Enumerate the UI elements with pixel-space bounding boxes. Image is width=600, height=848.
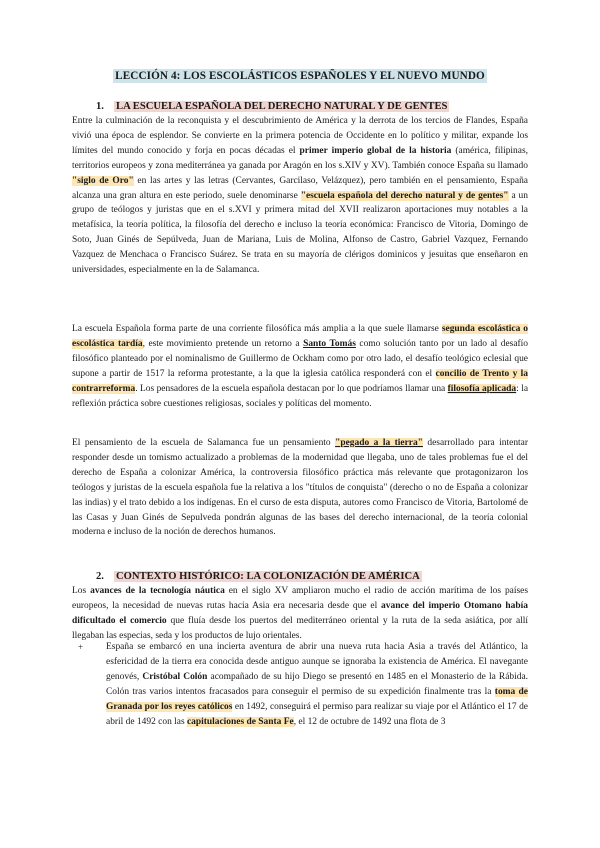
text-run: que fluía desde los puertos del mediterráneo oriental y la ruta de la seda asiática, por allí llegaban las especias, seda y los productos de lujo orientales.	[72, 615, 528, 641]
paragraph-2	[72, 322, 528, 411]
text-run: España se embarcó en una incierta aventura de abrir una nueva ruta hacia Asia a través del Atlántico, la esfericidad de la tierra era conocida desde antiguo aunque se ignoraba la existencia de América. El navegante genovés,	[106, 642, 528, 682]
highlighted-text: segunda escolástica o escolástica tardía	[72, 324, 528, 349]
bold-text: primer imperio global de la historia	[299, 145, 452, 156]
highlighted-text: capitulaciones de Santa Fe	[186, 716, 294, 727]
bold-text: Cristóbal Colón	[142, 671, 208, 682]
lesson-title-text: LECCIÓN 4: LOS ESCOLÁSTICOS ESPAÑOLES Y EL NUEVO MUNDO	[115, 70, 485, 82]
highlighted-underlined-text: filosofía aplicada	[447, 383, 517, 394]
text-run: . Los pensadores de la escuela española destacan por lo que podríamos llamar una	[135, 383, 448, 394]
section-heading-1	[96, 101, 449, 112]
bullet-text	[92, 640, 528, 729]
text-run: (américa, filipinas, territorios europeos y zona mediterránea ya ganada por Aragón en los s.XIV y XV). También conoce España su llamado	[72, 145, 528, 171]
text-run: en 1492, conseguirá el permiso para realizar su viaje por el Atlántico el 17 de abril de 1492 con las	[106, 701, 528, 727]
bold-text: avance del imperio Otomano había dificultado el comercio	[72, 600, 528, 626]
section-label: CONTEXTO HISTÓRICO: LA COLONIZACIÓN DE AMÉRICA	[116, 571, 420, 582]
bold-text: avances de la tecnología náutica	[90, 586, 225, 596]
lesson-title	[0, 70, 600, 82]
highlighted-text: concilio de Trento y la contrarreforma	[72, 368, 528, 394]
bullet-item	[78, 640, 528, 729]
paragraph-4	[72, 584, 528, 644]
text-run: desarrollado para intentar responder desde un tomismo actualizado a problemas de la modernidad que llegaba, uno de tales problemas fue el del derecho de España a colonizar América, la controversia filosófico práctica más relevante que protagonizaron los teólogos y juristas de la escuela española fue la relativa a los "títulos de conquista" (derecho o no de España a colonizar las indias) y el trato debido a los indígenas. En el curso de esta disputa, autores como Francisco de Vitoria, Bartolomé de las Casas y Juan Ginés de Sepulveda pondrán algunas de las bases del derecho internacional, de la teoría colonial moderna e incluso de la noción de derechos humanos.	[72, 438, 528, 538]
section-number: 1.	[96, 101, 104, 112]
text-run: , este movimiento pretende un retorno a	[142, 338, 304, 349]
bullet-marker: +	[78, 642, 84, 652]
section-label: LA ESCUELA ESPAÑOLA DEL DERECHO NATURAL Y DE GENTES	[116, 101, 448, 112]
text-run: Entre la culminación de la reconquista y el descubrimiento de América y la derrota de los tercios de Flandes, España vivió una época de esplendor. Se convierte en la primera potencia de Occidente en lo político y militar, expande los límites del mundo conocido y forja en pocas décadas el	[72, 116, 528, 156]
text-run: en el siglo XV ampliaron mucho el radio de acción marítima de los países europeos, la necesidad de nuevas rutas hacia Asia era necesaria desde que el	[72, 586, 529, 611]
highlighted-text: toma de Granada por los reyes católicos	[106, 686, 528, 712]
section-heading-2	[96, 571, 422, 582]
highlighted-text: "siglo de Oro"	[72, 175, 134, 186]
text-run: en las artes y las letras (Cervantes, Garcilaso, Velázquez), pero también en el pensamiento, España alcanza una gran altura en este periodo, suele denominarse	[72, 175, 528, 201]
text-run: : la reflexión práctica sobre cuestiones religiosas, sociales y políticas del momento.	[72, 383, 529, 409]
highlighted-underlined-text: "pegado a la tierra"	[335, 438, 423, 448]
text-run: La escuela Española forma parte de una corriente filosófica más amplia a la que suele llamarse	[72, 324, 442, 334]
text-run: como solución tanto por un lado al desafío filosófico planteado por el nominalismo de Guillermo de Ockham como por otro lado, el desafío teológico eclesial que supone a partir de 1517 la reforma protestante, a la que la iglesia católica responderá con el	[72, 338, 528, 379]
paragraph-1	[72, 114, 528, 278]
text-run: El pensamiento de la escuela de Salamanca fue un pensamiento	[72, 438, 336, 448]
underlined-text: Santo Tomás	[303, 338, 356, 349]
highlighted-text: "escuela española del derecho natural y de gentes"	[300, 190, 509, 201]
paragraph-3	[72, 436, 528, 540]
text-run: a un grupo de teólogos y juristas que en el s.XVI y primera mitad del XVII realizaron aportaciones muy notables a la metafísica, la teoría política, la filosofía del derecho e incluso la teoría económica: Francisco de Vitoria, Domingo de Soto, Juan Ginés de Sepúlveda, Juan de Mariana, Luis de Molina, Alfonso de Castro, Gabriel Vazquez, Fernando Vazquez de Menchaca o Francisco Suárez. Se trata en su mayoría de clérigos dominicos y jesuitas que enseñaron en universidades, especialmente en la de Salamanca.	[72, 190, 528, 276]
text-run: acompañado de su hijo Diego se presentó en 1485 en el Monasterio de la Rábida. Colón tras varios intentos fracasados para conseguir el permiso de su expedición finalmente tras la	[106, 671, 528, 697]
text-run: Los	[72, 586, 91, 596]
text-run: , el 12 de octubre de 1492 una flota de 3	[293, 716, 446, 727]
section-number: 2.	[96, 571, 104, 582]
